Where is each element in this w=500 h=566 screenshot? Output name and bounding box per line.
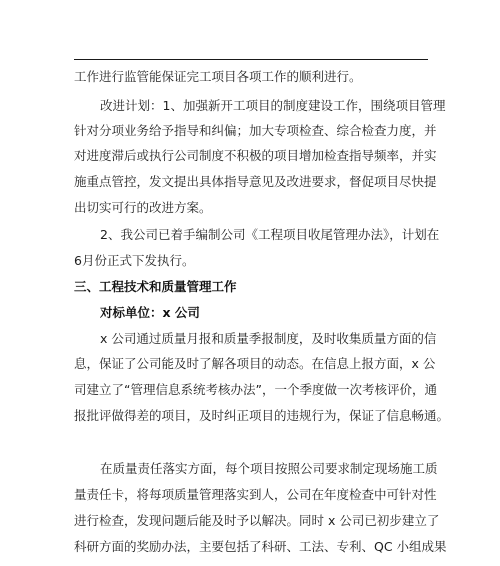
paragraph-line: 进行检查，发现问题后能及时予以解决。同时 x 公司已初步建立了 xyxy=(74,513,440,528)
paragraph-line: 息，保证了公司能及时了解各项目的动态。在信息上报方面，x 公 xyxy=(74,356,436,371)
paragraph-line: x 公司通过质量月报和质量季报制度，及时收集质量方面的信 xyxy=(100,331,437,346)
paragraph-line: 2、我公司已着手编制公司《工程项目收尾管理办法》，计划在 xyxy=(100,227,440,242)
paragraph-line: 在质量责任落实方面，每个项目按照公司要求制定现场施工质 xyxy=(100,461,438,476)
paragraph-line: 报批评做得差的项目，及时纠正项目的违规行为，保证了信息畅通。 xyxy=(74,408,450,423)
paragraph-line: 改进计划：1、加强新开工项目的制度建设工作，围绕项目管理 xyxy=(100,98,446,113)
paragraph-line: 施重点管控，发文提出具体指导意见及改进要求，督促项目尽快提 xyxy=(74,174,437,189)
paragraph-line: 工作进行监管能保证完工项目各项工作的顺利进行。 xyxy=(74,69,362,84)
paragraph-line: 对进度滞后或执行公司制度不积极的项目增加检查指导频率，并实 xyxy=(74,148,437,163)
section-heading: 三、工程技术和质量管理工作 xyxy=(74,279,237,294)
paragraph-line: 科研方面的奖励办法，主要包括了科研、工法、专利、QC 小组成果 xyxy=(74,539,447,554)
subsection-heading: 对标单位：x 公司 xyxy=(100,305,200,320)
paragraph-line: 针对分项业务给予指导和纠偏；加大专项检查、综合检查力度，并 xyxy=(74,123,437,138)
paragraph-line: 量责任卡，将每项质量管理落实到人，公司在年度检查中可针对性 xyxy=(74,487,437,502)
paragraph-line: 司建立了“管理信息系统考核办法”，一个季度做一次考核评价，通 xyxy=(74,382,437,397)
header-rule xyxy=(74,59,428,60)
paragraph-line: 6月份正式下发执行。 xyxy=(74,253,195,268)
paragraph-line: 出切实可行的改进方案。 xyxy=(74,200,212,215)
